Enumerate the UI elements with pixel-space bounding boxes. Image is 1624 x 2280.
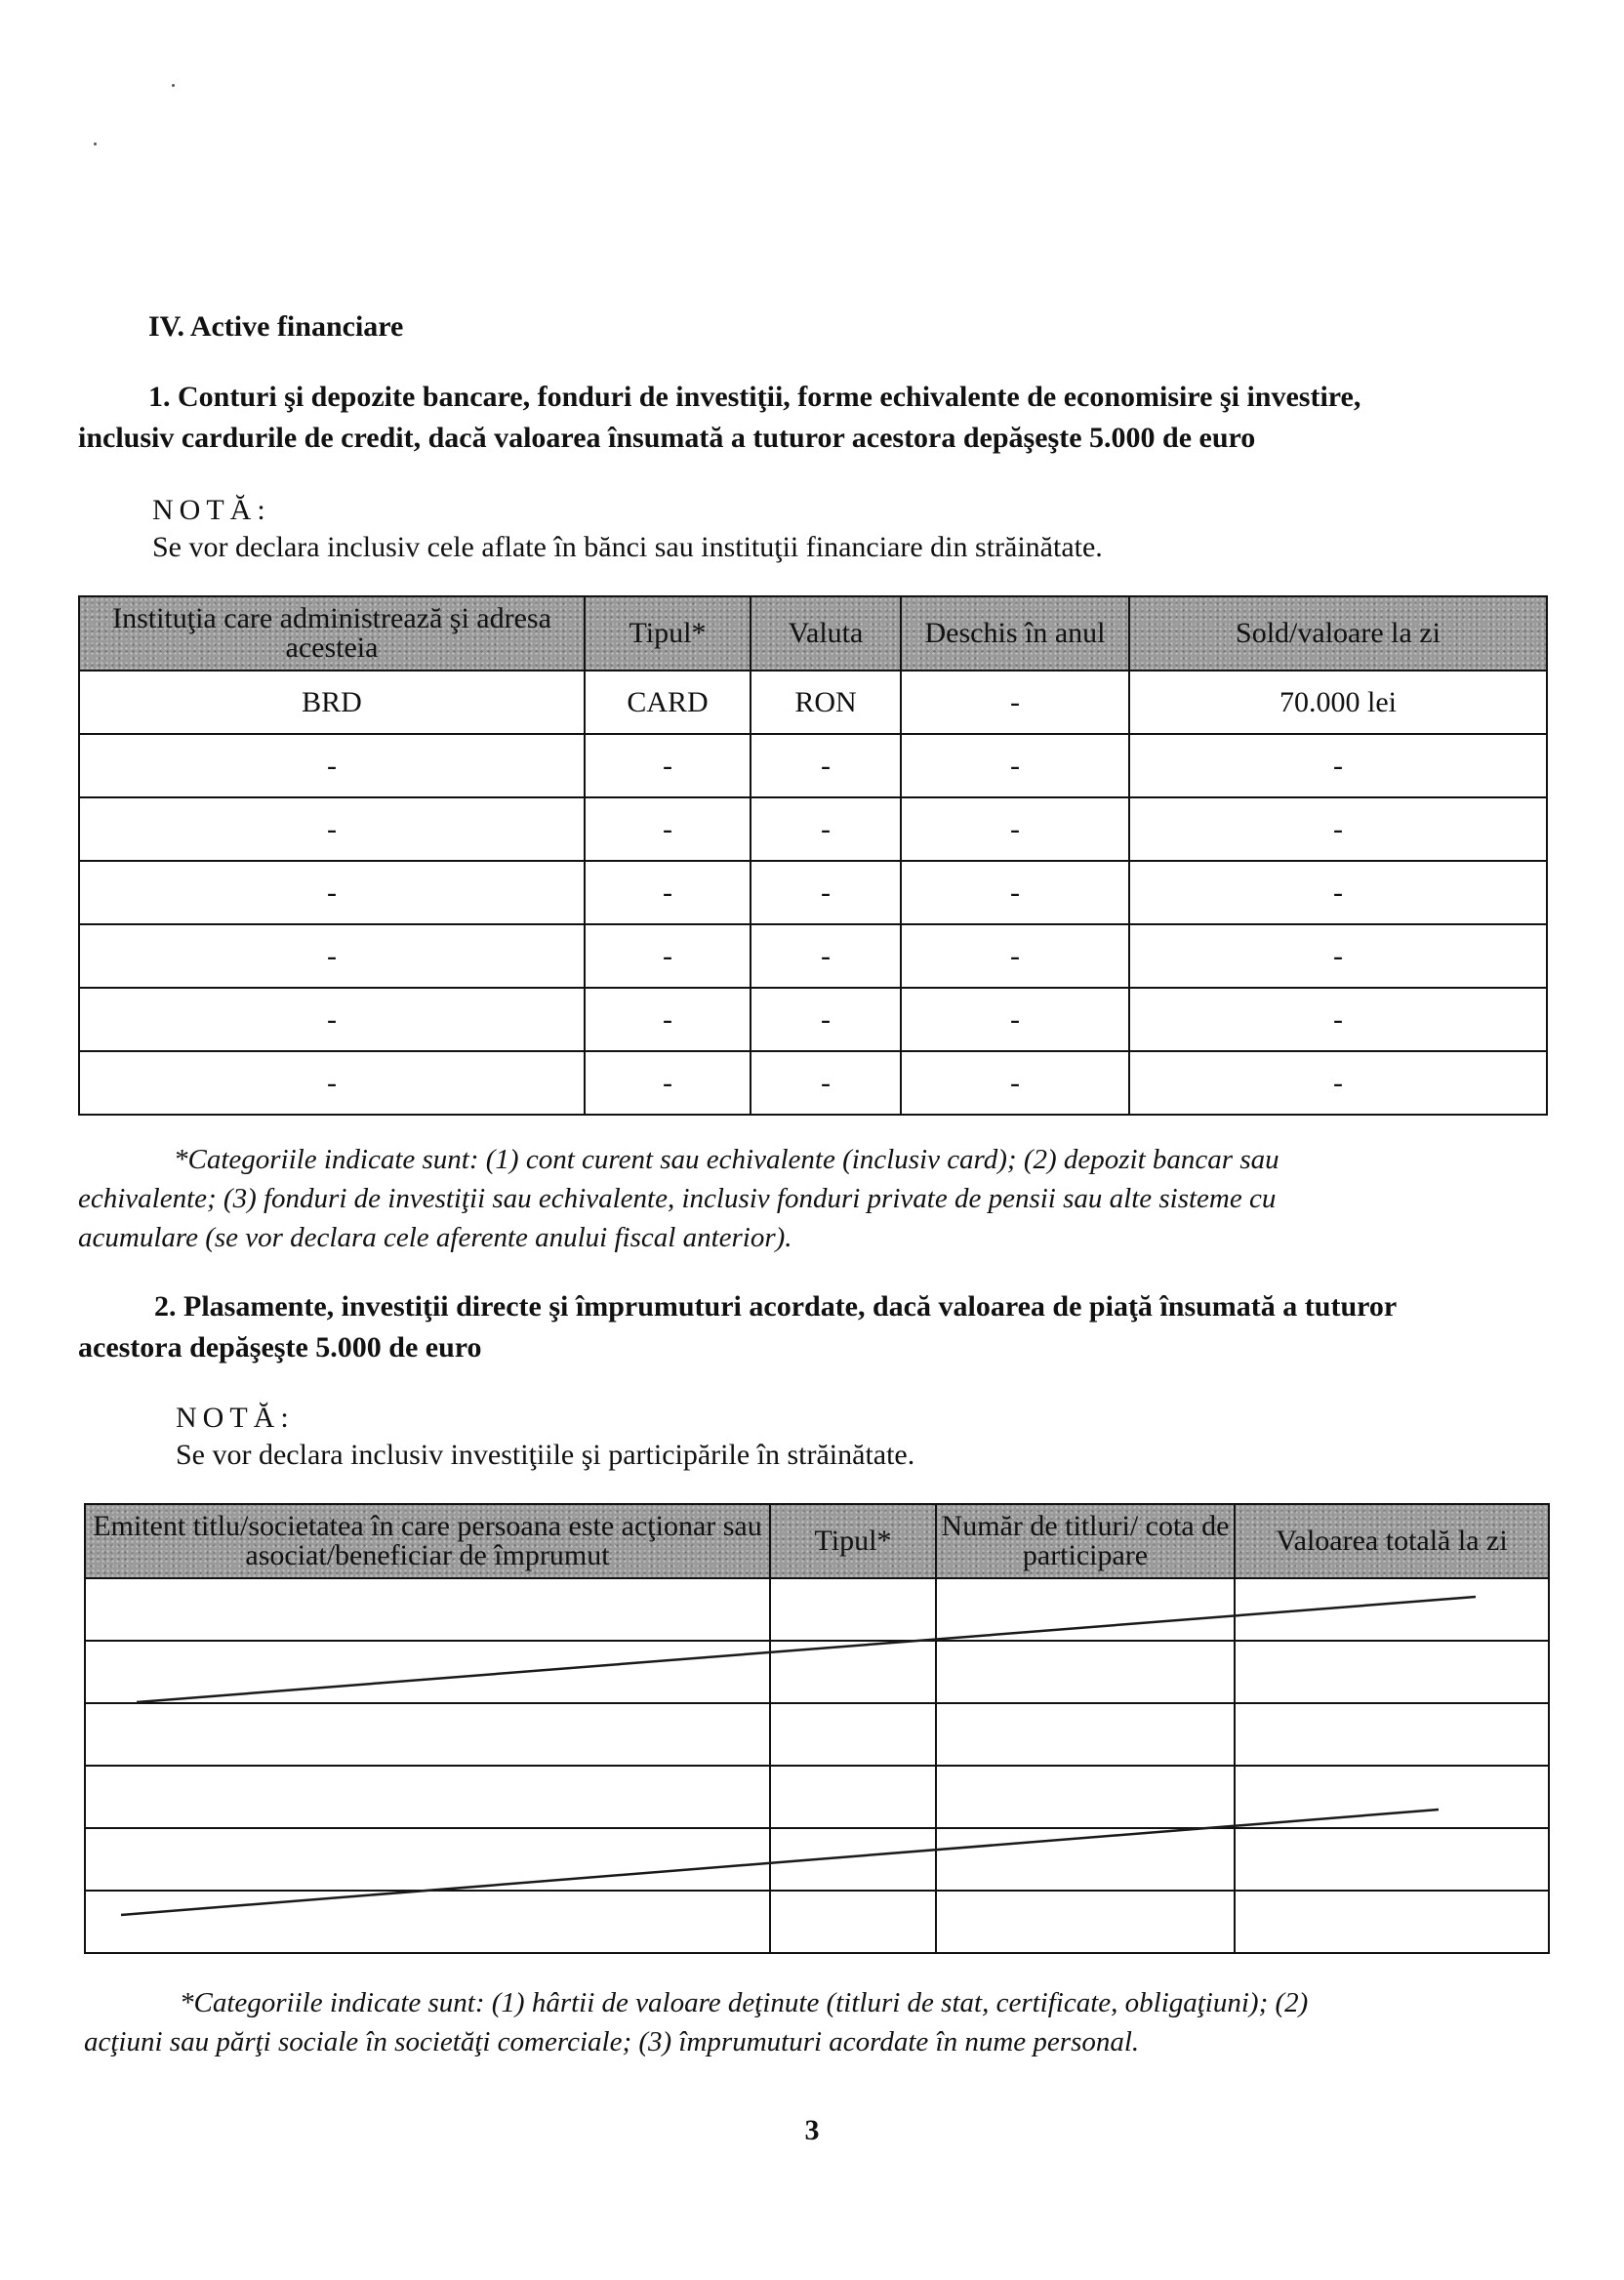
table-row <box>85 1891 1549 1953</box>
table-cell: - <box>1129 988 1547 1051</box>
part1-nota-text: Se vor declara inclusiv cele aflate în bănci sau instituţii financiare din străinătate. <box>152 531 1103 563</box>
table-header-row <box>79 596 1547 671</box>
table-cell <box>1235 1828 1549 1891</box>
table-cell: - <box>751 988 901 1051</box>
table-row <box>79 671 1547 734</box>
part1-footnote-line2: echivalente; (3) fonduri de investiţii sau echivalente, inclusiv fonduri private de pensii sau alte sisteme cu <box>78 1183 1277 1214</box>
table-row <box>79 1051 1547 1115</box>
table-row <box>85 1703 1549 1766</box>
table-cell: - <box>585 924 751 988</box>
table-cell <box>936 1578 1235 1641</box>
table-cell: - <box>901 797 1129 861</box>
table-cell <box>85 1891 770 1953</box>
table-cell: - <box>901 671 1129 734</box>
part2-heading-line1: 2. Plasamente, investiţii directe şi împrumuturi acordate, dacă valoarea de piaţă însumată a tuturor <box>154 1290 1398 1323</box>
part1-footnote-line1: *Categoriile indicate sunt: (1) cont curent sau echivalente (inclusiv card); (2) depozit bancar sau <box>174 1144 1279 1175</box>
table-cell: - <box>1129 1051 1547 1115</box>
table-cell: - <box>1129 797 1547 861</box>
table-cell: RON <box>751 671 901 734</box>
table-row <box>79 797 1547 861</box>
col-header-type: Tipul* <box>585 596 751 671</box>
page-number: 3 <box>804 2114 820 2146</box>
part2-heading <box>78 1286 1552 1368</box>
table-row <box>79 924 1547 988</box>
table-cell: - <box>79 1051 585 1115</box>
table-cell <box>770 1641 936 1703</box>
table-cell: - <box>1129 924 1547 988</box>
table-cell <box>85 1641 770 1703</box>
col-header-balance: Sold/valoare la zi <box>1129 596 1547 671</box>
table-cell: - <box>751 924 901 988</box>
part2-investments-table <box>84 1503 1550 1954</box>
table-row <box>85 1641 1549 1703</box>
table-cell <box>936 1828 1235 1891</box>
part2-heading-line2: acestora depăşeşte 5.000 de euro <box>78 1331 482 1364</box>
table-header-row <box>85 1504 1549 1578</box>
col-header-currency: Valuta <box>751 596 901 671</box>
table-cell <box>1235 1578 1549 1641</box>
table-cell: 70.000 lei <box>1129 671 1547 734</box>
scan-speck <box>94 142 97 145</box>
table-cell: - <box>751 1051 901 1115</box>
table-cell <box>936 1766 1235 1828</box>
table-cell: - <box>585 988 751 1051</box>
table-cell <box>1235 1703 1549 1766</box>
table-cell: - <box>585 1051 751 1115</box>
table-cell <box>1235 1891 1549 1953</box>
table-cell <box>1235 1766 1549 1828</box>
table-cell <box>770 1703 936 1766</box>
table-row <box>79 734 1547 797</box>
table-cell: CARD <box>585 671 751 734</box>
part1-heading-line1: 1. Conturi şi depozite bancare, fonduri de investiţii, forme echivalente de economisire şi investire, <box>148 381 1361 413</box>
table-cell: - <box>751 734 901 797</box>
table-cell <box>1235 1641 1549 1703</box>
table-cell: - <box>901 734 1129 797</box>
table-cell: - <box>1129 861 1547 924</box>
part1-nota-label: NOTĂ: <box>152 494 271 526</box>
part1-heading <box>78 377 1552 459</box>
table-cell: - <box>901 861 1129 924</box>
table-row <box>85 1578 1549 1641</box>
part1-footnote <box>78 1140 1552 1257</box>
table-cell <box>936 1703 1235 1766</box>
part1-footnote-line3: acumulare (se vor declara cele aferente anului fiscal anterior). <box>78 1222 792 1253</box>
table-cell <box>936 1891 1235 1953</box>
table-cell <box>936 1641 1235 1703</box>
part2-footnote <box>84 1983 1552 2061</box>
part2-nota-label: NOTĂ: <box>176 1402 295 1434</box>
table-cell: - <box>901 988 1129 1051</box>
table-cell: - <box>79 734 585 797</box>
table-cell: - <box>79 988 585 1051</box>
table-cell <box>85 1703 770 1766</box>
table-cell: - <box>585 861 751 924</box>
table-row <box>79 861 1547 924</box>
col-header-type: Tipul* <box>770 1504 936 1578</box>
table-cell <box>85 1578 770 1641</box>
table-cell: - <box>79 861 585 924</box>
table-cell: - <box>751 861 901 924</box>
table-row <box>85 1828 1549 1891</box>
part1-accounts-table <box>78 595 1548 1116</box>
table-cell <box>85 1828 770 1891</box>
col-header-institution: Instituţia care administrează şi adresa acesteia <box>79 596 585 671</box>
col-header-shares-count: Număr de titluri/ cota de participare <box>936 1504 1235 1578</box>
table-cell: - <box>1129 734 1547 797</box>
table-cell <box>85 1766 770 1828</box>
table-row <box>85 1766 1549 1828</box>
table-cell: - <box>901 1051 1129 1115</box>
table-cell: - <box>79 797 585 861</box>
table-cell <box>770 1578 936 1641</box>
table-cell <box>770 1828 936 1891</box>
part2-nota-text: Se vor declara inclusiv investiţiile şi participările în străinătate. <box>176 1439 915 1471</box>
table-cell: - <box>901 924 1129 988</box>
col-header-total-value: Valoarea totală la zi <box>1235 1504 1549 1578</box>
table-cell <box>770 1891 936 1953</box>
col-header-issuer: Emitent titlu/societatea în care persoana este acţionar sau asociat/beneficiar de împrumut <box>85 1504 770 1578</box>
section-title: IV. Active financiare <box>148 310 404 343</box>
scan-speck <box>172 84 175 87</box>
table-row <box>79 988 1547 1051</box>
table-cell: BRD <box>79 671 585 734</box>
table-cell: - <box>751 797 901 861</box>
table-cell: - <box>585 734 751 797</box>
table-cell: - <box>79 924 585 988</box>
part1-heading-line2: inclusiv cardurile de credit, dacă valoarea însumată a tuturor acestora depăşeşte 5.000 de euro <box>78 422 1256 454</box>
part2-footnote-line2: acţiuni sau părţi sociale în societăţi comerciale; (3) împrumuturi acordate în nume personal. <box>84 2026 1140 2057</box>
col-header-opened-year: Deschis în anul <box>901 596 1129 671</box>
table-cell: - <box>585 797 751 861</box>
part2-footnote-line1: *Categoriile indicate sunt: (1) hârtii de valoare deţinute (titluri de stat, certificate, obligaţiuni); (2) <box>180 1987 1309 2018</box>
table-cell <box>770 1766 936 1828</box>
